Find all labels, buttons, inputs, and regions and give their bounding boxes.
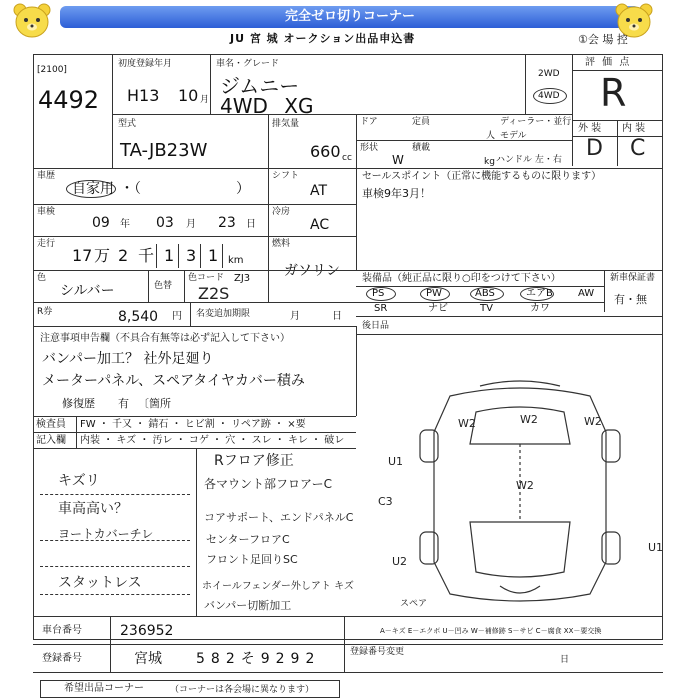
spare-tire-label: スペア [400, 599, 428, 609]
mileage-digit: 1 [164, 246, 175, 265]
title-period-label: 名変追加期限 [196, 309, 251, 319]
venue-copy-label: ①会 場 控 [578, 33, 628, 46]
equipment-label: 装備品（純正品に限り○印をつけて下さい） [362, 273, 561, 284]
day-unit: 日 [332, 311, 342, 322]
handwritten-note: キズリ [58, 473, 100, 489]
fuel-label: 燃料 [272, 239, 291, 249]
handwritten-note: 各マウント部フロアーC [204, 477, 333, 491]
handwritten-note: Rフロア修正 [214, 453, 294, 469]
handwritten-note: ヨートカバーチレ [58, 527, 154, 541]
warranty-value: 有・無 [614, 293, 647, 306]
lot-number: 4492 [38, 86, 100, 114]
damage-mark: W2 [458, 417, 476, 430]
mileage-sen-unit: 千 [138, 246, 155, 265]
damage-mark: C3 [378, 495, 393, 508]
insp-day-unit: 日 [246, 219, 256, 230]
first-reg-era: H13 [127, 86, 160, 105]
month-unit: 月 [290, 311, 300, 322]
mileage-man-unit: 万 [94, 246, 111, 265]
displacement-label: 排気量 [272, 119, 300, 129]
notes-line-1: バンパー加工？ 社外足廻り [42, 351, 214, 367]
registration-prefecture: 宮城 [134, 651, 162, 667]
model-change-label: モデル [500, 131, 527, 141]
insp-month: 03 [156, 215, 174, 231]
corner-banner: 完全ゼロ切りコーナー [60, 6, 640, 28]
insp-year-unit: 年 [120, 219, 130, 230]
ac-value: AC [310, 217, 330, 233]
registration-label: 登録番号 [42, 653, 82, 664]
equip-abs: ABS [475, 288, 495, 299]
inspector-row: FW ・ 千又 ・ 錆石 ・ ヒビ割 ・ リペア跡 ・ ×要 [80, 419, 306, 430]
interior-label: 内 装 [622, 123, 646, 134]
exterior-label: 外 装 [578, 123, 602, 134]
repair-bracket: 〔箇所 [138, 397, 171, 410]
color-change-label: 色替 [154, 281, 173, 291]
repair-yes: 有 [118, 397, 129, 410]
damage-mark: W2 [584, 415, 602, 428]
kg-unit: kg [484, 157, 495, 167]
month-unit: 月 [200, 95, 210, 105]
handwritten-note: バンパー切断加工 [204, 599, 292, 612]
shape-label: 形状 [360, 143, 379, 153]
drive-4wd: 4WD [538, 91, 560, 101]
evaluation-score: R [600, 71, 627, 115]
handwritten-note: フロント足回りSC [206, 553, 298, 566]
notes-label: 注意事項申告欄（不具合有無等は必ず記入して下さい） [40, 333, 290, 344]
damage-mark: U1 [648, 541, 664, 554]
first-reg-month: 10 [178, 86, 199, 105]
equip-airbag: エアB [526, 288, 553, 299]
recycle-value: 8,540 [118, 309, 159, 325]
insp-day: 23 [218, 215, 236, 231]
equip-ps: PS [372, 288, 385, 299]
equip-leather: カワ [530, 303, 550, 314]
mileage-digit: 3 [186, 246, 197, 265]
registration-day-unit: 日 [560, 655, 570, 665]
handwritten-note: コアサポート、エンドパネルC [204, 511, 354, 524]
km-unit: km [228, 255, 244, 266]
fuel-value: ガソリン [284, 263, 340, 279]
damage-legend: A－キズ E－エクボ U－凹み W－補修跡 S－サビ C－腐食 XX－要交換 [380, 627, 602, 635]
shift-label: シフト [272, 171, 300, 181]
recycle-label: R券 [37, 307, 53, 317]
repair-history-label: 修復歴 [62, 397, 95, 410]
insp-month-unit: 月 [186, 219, 196, 230]
insp-year: 09 [92, 215, 110, 231]
evaluation-label: 評 価 点 [585, 57, 632, 68]
door-label: ドア [360, 117, 378, 127]
interior-score: C [630, 136, 646, 161]
auction-title: JU 宮 城 オークション出品申込書 [230, 32, 416, 45]
recorder-label: 記入欄 [36, 435, 66, 446]
damage-mark: U2 [392, 555, 408, 568]
equip-tv: TV [480, 303, 493, 314]
chassis-label: 車台番号 [42, 625, 82, 636]
mileage-digit: 17 [72, 246, 93, 265]
drive-2wd: 2WD [538, 69, 560, 79]
equip-aw: AW [578, 288, 595, 299]
usage-value: 自家用 [72, 181, 114, 197]
recorder-row: 内装 ・ キズ ・ 汚レ ・ コゲ ・ 穴 ・ スレ ・ キレ ・ 破レ [80, 435, 345, 446]
displacement: 660 [310, 142, 341, 161]
equip-navi: ナビ [428, 303, 448, 314]
chassis-number: 236952 [120, 623, 174, 639]
mileage-digit: 1 [208, 246, 219, 265]
vehicle-damage-diagram [380, 372, 660, 612]
handwritten-note: 車高高い？ [58, 501, 128, 517]
mileage-digit: 2 [118, 246, 129, 265]
exterior-score: D [586, 136, 603, 161]
registration-number: 582そ9292 [196, 651, 321, 667]
footer-note: （コーナーは各会場に異なります） [170, 685, 315, 695]
color-code-label: 色コード [188, 273, 225, 283]
first-reg-label: 初度登録年月 [118, 59, 173, 69]
registration-change-note: 登録番号変更 [350, 647, 405, 657]
color-value: シルバー [60, 283, 115, 299]
notes-line-2: メーターパネル、スペアタイヤカバー積み [42, 373, 305, 389]
handwritten-note: センターフロアC [206, 533, 290, 546]
equip-pw: PW [426, 288, 442, 299]
model-code: TA-JB23W [120, 140, 208, 161]
cc-unit: cc [342, 153, 352, 163]
inspector-label: 検査員 [36, 419, 66, 430]
footer-label: 希望出品コーナー [64, 683, 144, 694]
damage-mark: W2 [520, 413, 538, 426]
shape-value: W [392, 153, 404, 167]
damage-mark: U1 [388, 455, 404, 468]
mileage-label: 走行 [37, 239, 56, 249]
equip-sr: SR [374, 303, 388, 314]
sales-point-label: セールスポイント（正常に機能するものに限ります） [362, 171, 602, 182]
model-grade-label: 車名・グレード [216, 59, 280, 69]
handwritten-note: スタットレス [58, 575, 142, 591]
grade: 4WD XG [220, 94, 314, 118]
handwritten-note: ホイールフェンダー外しアト キズ [202, 581, 354, 592]
type-label: 型式 [118, 119, 137, 129]
color-code-handwritten: Z2S [198, 284, 230, 303]
load-label: 積載 [412, 143, 431, 153]
capacity-label: 定員 [412, 117, 431, 127]
inspection-label: 車検 [37, 207, 56, 217]
code-label: [2100] [37, 65, 67, 75]
ac-label: 冷房 [272, 207, 291, 217]
new-car-warranty-label: 新車保証書 [610, 273, 656, 283]
usage-close: ） [236, 181, 250, 197]
damage-mark: W2 [516, 479, 534, 492]
car-name: ジムニー [220, 74, 300, 98]
dealer-label: ディーラー・並行 [500, 117, 572, 127]
rear-goods-label: 後日品 [362, 321, 390, 331]
usage-label: 車歴 [37, 171, 56, 181]
color-code: ZJ3 [234, 273, 251, 284]
handle-label: ハンドル 左・右 [496, 155, 562, 165]
sales-point-note: 車検9年3月！ [362, 187, 431, 200]
color-label: 色 [37, 273, 47, 283]
shift-value: AT [310, 183, 328, 199]
usage-dots: ・（ [120, 181, 141, 197]
yen-unit: 円 [172, 311, 182, 322]
person-unit: 人 [486, 131, 496, 141]
mascot-bear-icon-left [10, 2, 54, 40]
